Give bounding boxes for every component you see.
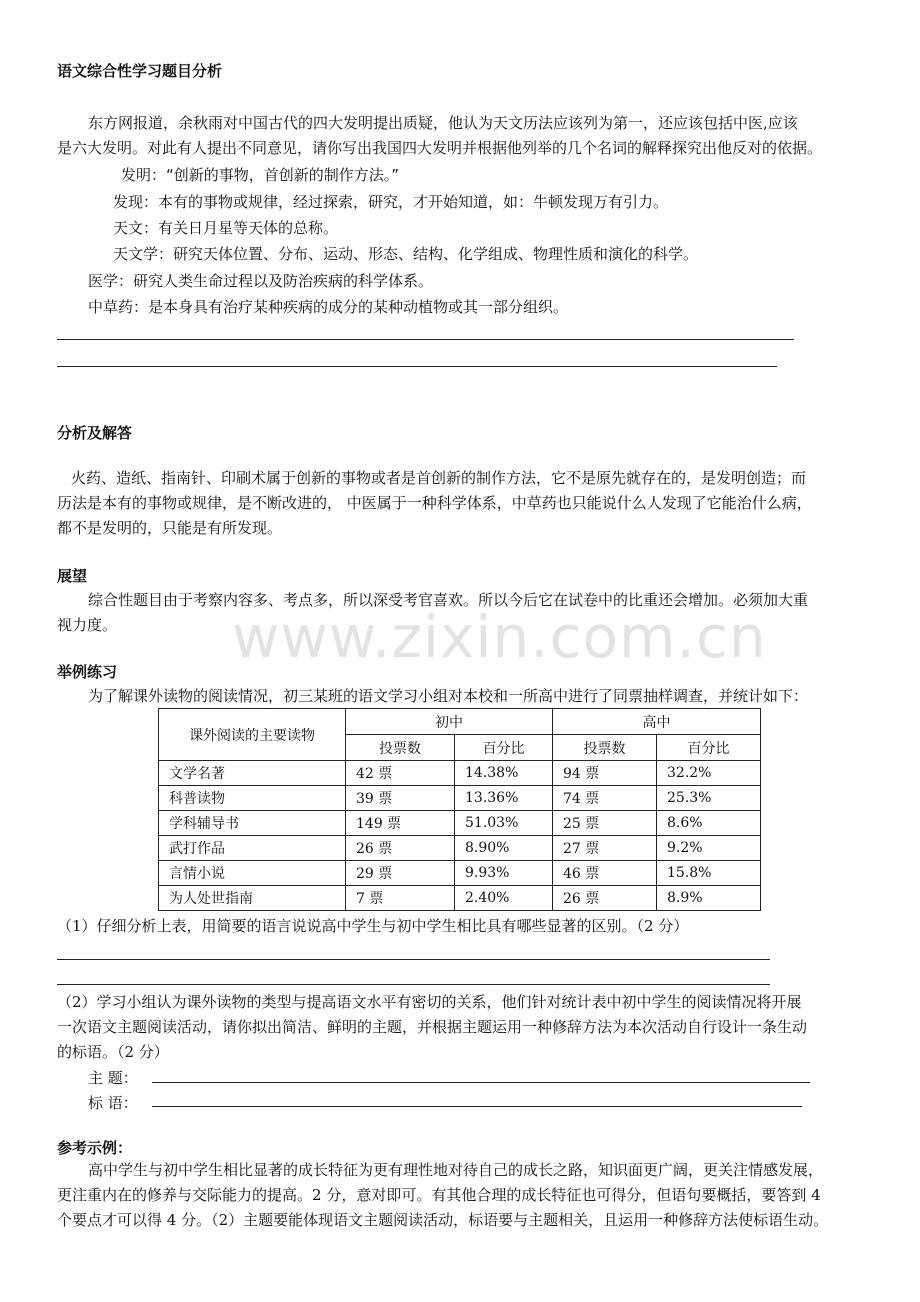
- table-row: [159, 886, 761, 911]
- table-cell: 武打作品: [159, 836, 346, 861]
- table-cell: 42 票: [346, 761, 455, 786]
- table-cell: 94 票: [553, 761, 657, 786]
- theme-label: 主 题：: [88, 1069, 138, 1087]
- table-cell: 149 票: [346, 811, 455, 836]
- table-cell: 7 票: [346, 886, 455, 911]
- table-group-junior: 初中: [346, 709, 553, 735]
- table-cell: 文学名著: [159, 761, 346, 786]
- table-row: [159, 811, 761, 836]
- analysis-line-2: 历法是本有的事物或规律，是不断改进的， 中医属于一种科学体系，中草药也只能说什么人发现了它能治什么病，: [57, 494, 812, 512]
- table-cell: 8.6%: [657, 811, 761, 836]
- analysis-line-1: 火药、造纸、指南针、印刷术属于创新的事物或者是首创新的制作方法，它不是原先就存在的，是发明创造；而: [71, 469, 807, 487]
- table-cell: 29 票: [346, 861, 455, 886]
- intro-line-1: 东方网报道，余秋雨对中国古代的四大发明提出质疑，他认为天文历法应该列为第一，还应该包括中医,应该: [88, 114, 798, 132]
- answer-line-3: [57, 959, 770, 960]
- reference-line-1: 高中学生与初中学生相比显著的成长特征为更有理性地对待自己的成长之路，知识面更广阔，更关注情感发展，: [88, 1161, 824, 1179]
- table-cell: 9.2%: [657, 836, 761, 861]
- reference-line-3: 个要点才可以得 4 分。（2）主题要能体现语文主题阅读活动，标语要与主题相关，且运用一种修辞方法使标语生动。: [57, 1211, 829, 1229]
- table-cell: 2.40%: [455, 886, 553, 911]
- slogan-answer-line[interactable]: [152, 1106, 802, 1107]
- definition-herbal-medicine: 中草药：是本身具有治疗某种疾病的成分的某种动植物或其一部分组织。: [88, 298, 569, 316]
- table-cell: 32.2%: [657, 761, 761, 786]
- analysis-line-3: 都不是发明的，只能是有所发现。: [57, 519, 283, 537]
- question-2-line-3: 的标语。（2 分）: [57, 1043, 169, 1061]
- analysis-heading: 分析及解答: [57, 424, 133, 442]
- table-cell: 51.03%: [455, 811, 553, 836]
- definition-astronomy-science: 天文学：研究天体位置、分布、运动、形态、结构、化学组成、物理性质和演化的科学。: [113, 245, 699, 263]
- answer-line-4: [57, 984, 770, 985]
- table-cell: 15.8%: [657, 861, 761, 886]
- table-cell: 25 票: [553, 811, 657, 836]
- table-cell: 科普读物: [159, 786, 346, 811]
- practice-intro: 为了解课外读物的阅读情况，初三某班的语文学习小组对本校和一所高中进行了同票抽样调查，并统计如下：: [88, 687, 809, 705]
- table-cell: 14.38%: [455, 761, 553, 786]
- table-cell: 8.90%: [455, 836, 553, 861]
- reference-line-2: 更注重内在的修养与交际能力的提高。2 分，意对即可。有其他合理的成长特征也可得分，但语句要概括，要答到 4: [57, 1186, 821, 1204]
- table-header-row: [159, 709, 761, 735]
- table-cell: 13.36%: [455, 786, 553, 811]
- table-cell: 26 票: [346, 836, 455, 861]
- watermark: www.zixin.com.cn: [232, 603, 767, 671]
- definition-medicine: 医学：研究人类生命过程以及防治疾病的科学体系。: [88, 272, 434, 290]
- table-cell: 39 票: [346, 786, 455, 811]
- theme-answer-line[interactable]: [152, 1082, 810, 1083]
- question-2-line-1: （2）学习小组认为课外读物的类型与提高语文水平有密切的关系，他们针对统计表中初中学生的阅读情况将开展: [57, 993, 802, 1011]
- table-subheader: 百分比: [455, 735, 553, 761]
- table-cell: 25.3%: [657, 786, 761, 811]
- outlook-line-1: 综合性题目由于考察内容多、考点多，所以深受考官喜欢。所以今后它在试卷中的比重还会增加。必须加大重: [88, 591, 809, 609]
- definition-invention: 发明：“创新的事物，首创新的制作方法。”: [121, 166, 400, 184]
- table-cell: 26 票: [553, 886, 657, 911]
- table-subheader: 投票数: [553, 735, 657, 761]
- table-cell: 9.93%: [455, 861, 553, 886]
- practice-heading: 举例练习: [57, 663, 118, 681]
- table-row: [159, 761, 761, 786]
- table-corner-header: 课外阅读的主要读物: [159, 709, 346, 761]
- page-title: 语文综合性学习题目分析: [57, 62, 223, 80]
- table-cell: 8.9%: [657, 886, 761, 911]
- answer-line-1: [57, 339, 794, 340]
- outlook-line-2: 视力度。: [57, 616, 118, 634]
- table-row: [159, 786, 761, 811]
- question-1: （1）仔细分析上表，用简要的语言说说高中学生与初中学生相比具有哪些显著的区别。（2 分）: [57, 917, 689, 935]
- table-cell: 为人处世指南: [159, 886, 346, 911]
- answer-line-2: [57, 366, 777, 367]
- outlook-heading: 展望: [57, 567, 88, 585]
- table-subheader: 投票数: [346, 735, 455, 761]
- table-group-senior: 高中: [553, 709, 761, 735]
- slogan-label: 标 语：: [88, 1094, 138, 1112]
- table-cell: 46 票: [553, 861, 657, 886]
- table-subheader: 百分比: [657, 735, 761, 761]
- definition-discovery: 发现：本有的事物或规律，经过探索，研究，才开始知道，如：牛顿发现万有引力。: [113, 193, 669, 211]
- table-cell: 74 票: [553, 786, 657, 811]
- definition-astronomy: 天文：有关日月星等天体的总称。: [113, 219, 339, 237]
- reference-heading: 参考示例：: [57, 1139, 133, 1157]
- question-2-line-2: 一次语文主题阅读活动，请你拟出简洁、鲜明的主题，并根据主题运用一种修辞方法为本次活动自行设计一条生动: [57, 1018, 808, 1036]
- intro-line-2: 是六大发明。对此有人提出不同意见，请你写出我国四大发明并根据他列举的几个名词的解释探究出他反对的依据。: [57, 139, 823, 157]
- table-row: [159, 861, 761, 886]
- table-cell: 言情小说: [159, 861, 346, 886]
- survey-table: [158, 708, 761, 911]
- table-row: [159, 836, 761, 861]
- table-cell: 学科辅导书: [159, 811, 346, 836]
- table-cell: 27 票: [553, 836, 657, 861]
